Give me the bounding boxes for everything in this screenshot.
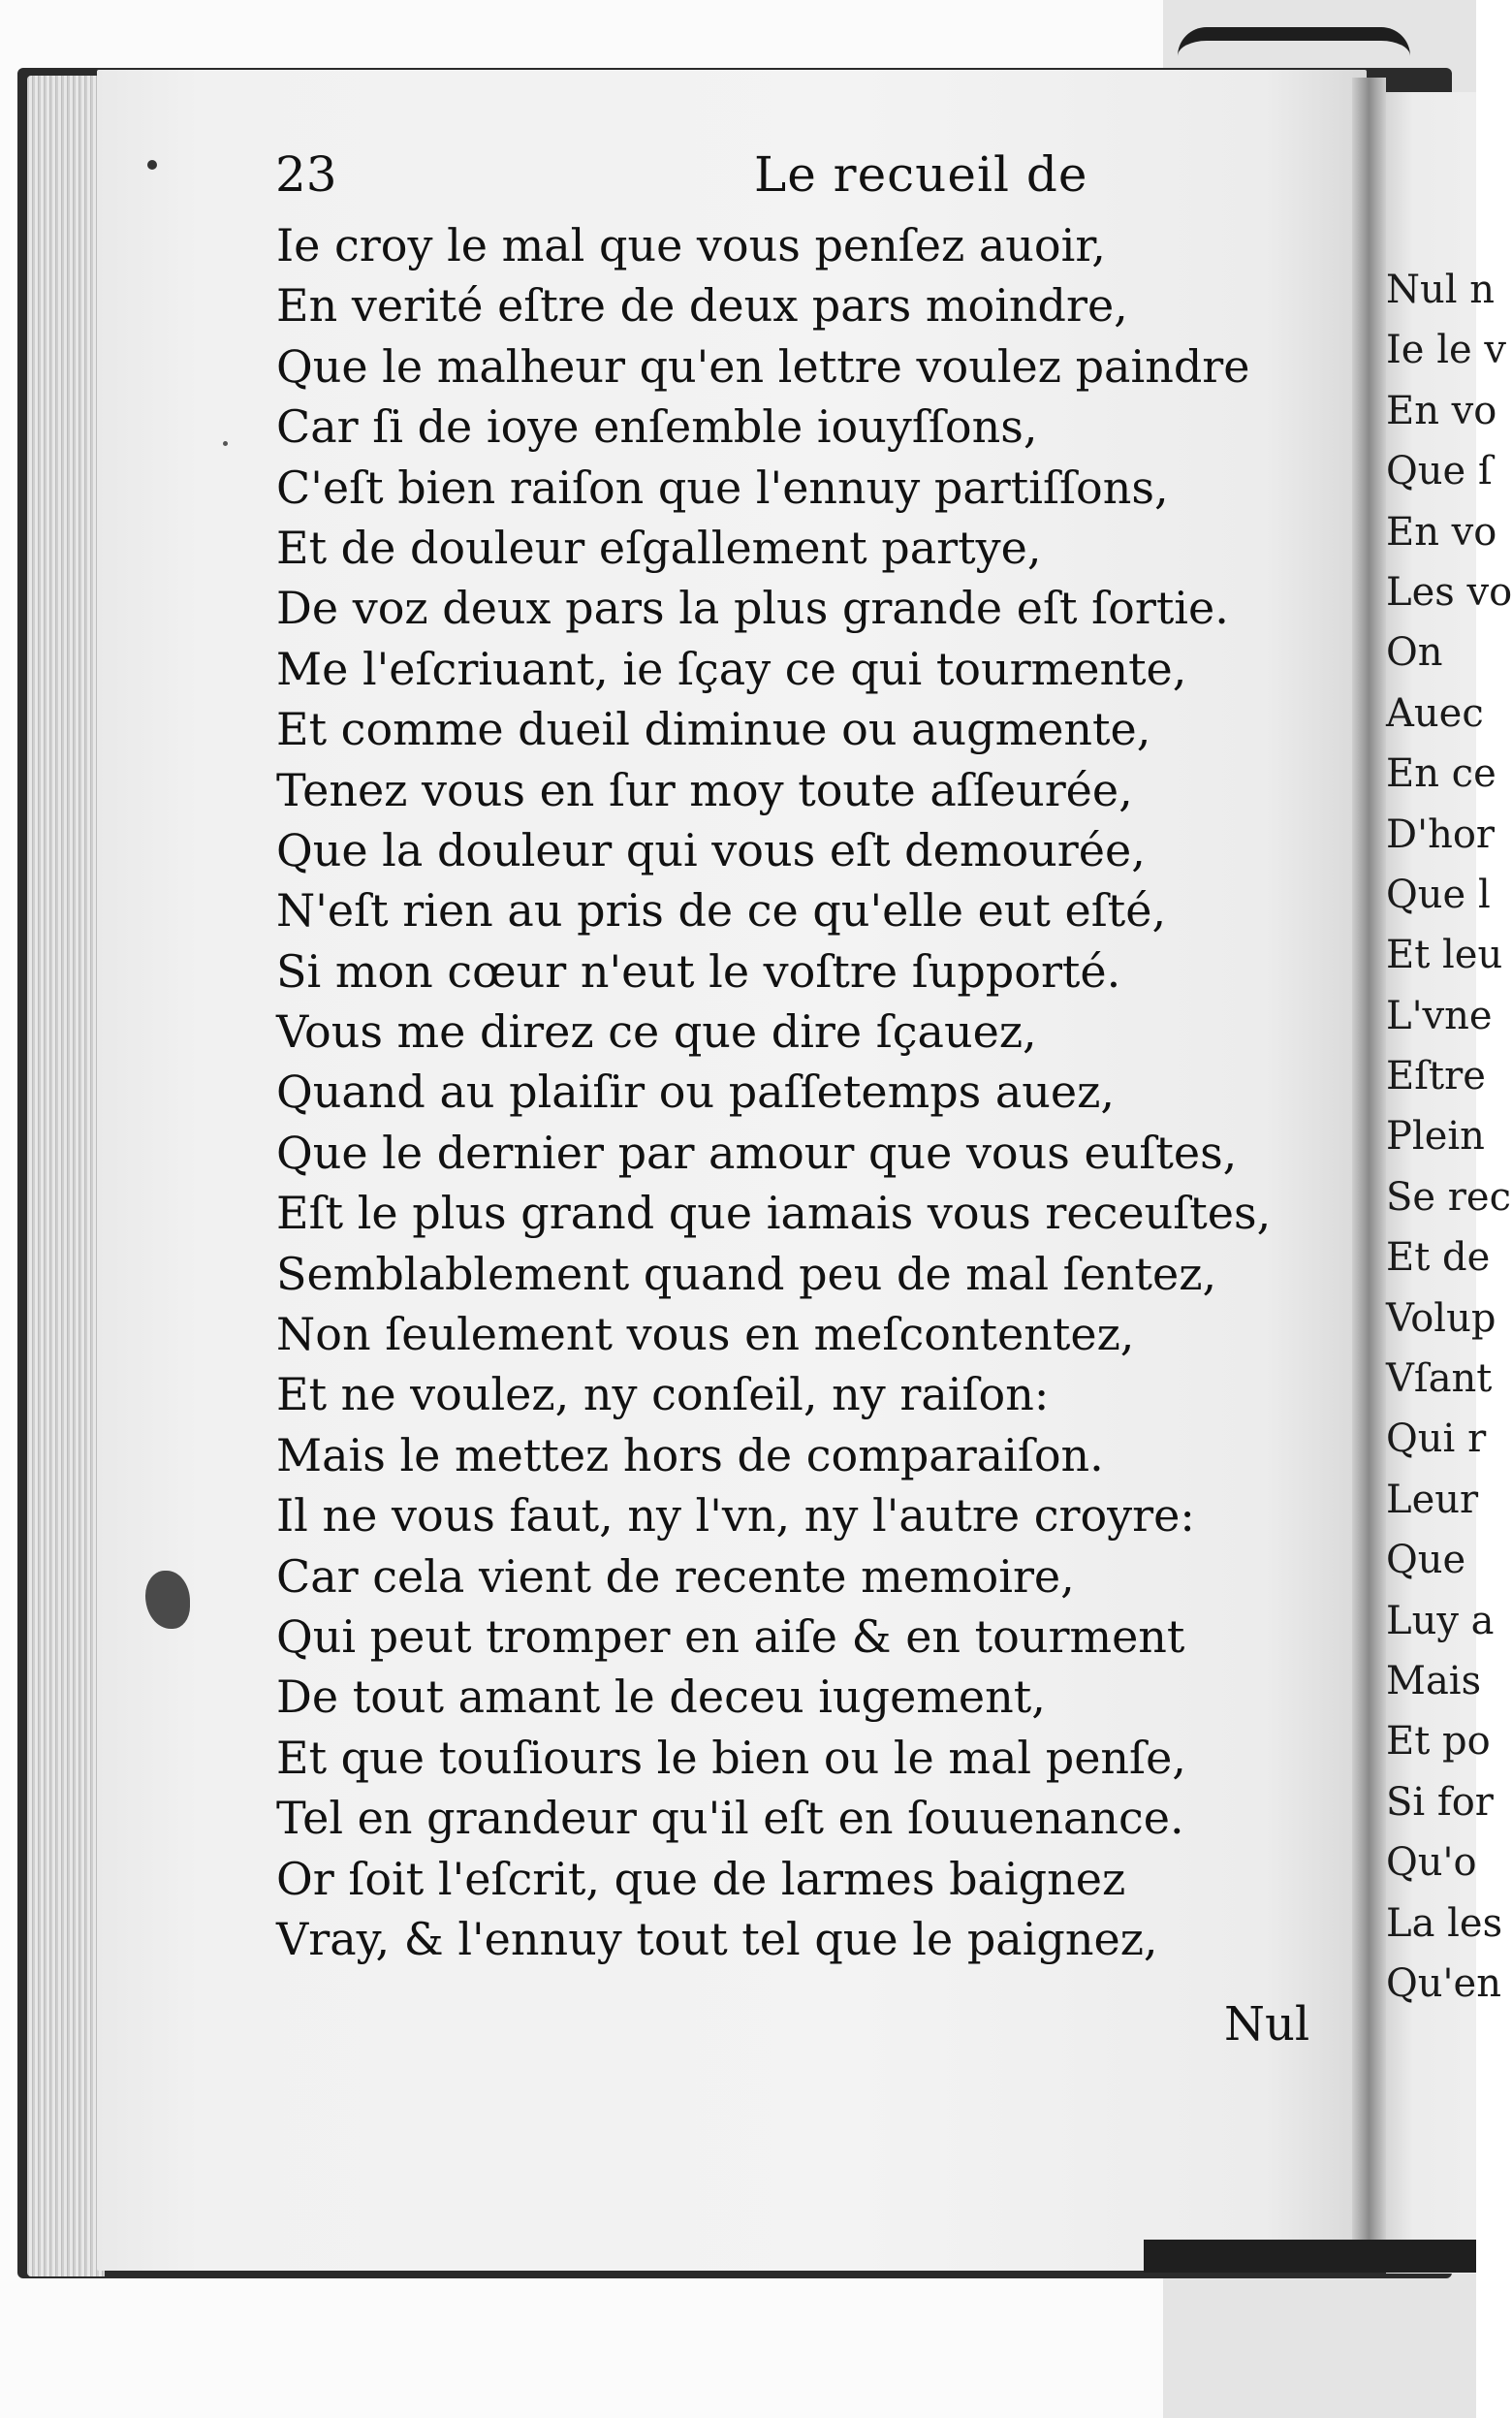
verse-line: Eſt le plus grand que iamais vous receuſtes, bbox=[276, 1187, 1272, 1240]
verse-line: Si mon cœur n'eut le voſtre ſupporté. bbox=[276, 944, 1121, 998]
facing-page-line: Qu'o bbox=[1386, 1840, 1477, 1886]
facing-page-line: Et po bbox=[1386, 1719, 1491, 1765]
verse-line: Quand au plaiſir ou paſſetemps auez, bbox=[276, 1066, 1115, 1119]
verse-line: De tout amant le deceu iugement, bbox=[276, 1670, 1046, 1724]
verse-line: Vous me direz ce que dire ſçauez, bbox=[276, 1005, 1037, 1059]
facing-page-line: En vo bbox=[1386, 388, 1497, 433]
facing-page-line: Luy a bbox=[1386, 1598, 1495, 1643]
facing-page-line: Ie le v bbox=[1386, 328, 1506, 373]
facing-page-line: En vo bbox=[1386, 509, 1497, 555]
verse-line: Que le malheur qu'en lettre voulez paindre bbox=[276, 339, 1250, 393]
facing-page-line: La les bbox=[1386, 1900, 1503, 1946]
facing-page-line: Que l bbox=[1386, 872, 1491, 917]
page-edges bbox=[27, 76, 105, 2276]
page-number: 23 bbox=[275, 146, 337, 203]
facing-page-line: Leur bbox=[1386, 1477, 1479, 1522]
verse-line: Car ſi de ioye enſemble iouyſſons, bbox=[276, 400, 1038, 454]
facing-page-line: Que bbox=[1386, 1538, 1466, 1583]
verse-line: Or ſoit l'eſcrit, que de larmes baignez bbox=[276, 1852, 1126, 1905]
facing-page-line: Que ſ bbox=[1386, 449, 1493, 494]
verse-line: Vray, & l'ennuy tout tel que le paignez, bbox=[276, 1912, 1158, 1965]
facing-page-line: Se rec bbox=[1386, 1174, 1511, 1220]
facing-page-line: Si for bbox=[1386, 1779, 1494, 1825]
facing-page-line: On bbox=[1386, 630, 1443, 676]
verse-line: Ie croy le mal que vous penſez auoir, bbox=[276, 219, 1106, 271]
ink-dot bbox=[147, 160, 157, 170]
ink-dot bbox=[223, 441, 228, 446]
facing-page-line: Auec bbox=[1386, 690, 1484, 736]
facing-page-line: Et de bbox=[1386, 1235, 1491, 1281]
facing-page-line: L'vne bbox=[1386, 993, 1493, 1038]
facing-page-line: En ce bbox=[1386, 751, 1496, 797]
facing-page-line: Plein bbox=[1386, 1114, 1485, 1160]
verse-line: Que le dernier par amour que vous euſtes, bbox=[276, 1126, 1238, 1179]
verse-line: Et ne voulez, ny conſeil, ny raiſon: bbox=[276, 1368, 1050, 1421]
verse-line: Tel en grandeur qu'il eſt en ſouuenance. bbox=[276, 1792, 1184, 1845]
facing-page-line: Eſtre bbox=[1386, 1054, 1486, 1099]
facing-page-text bbox=[1384, 260, 1512, 2014]
verse-line: Qui peut tromper en aiſe & en tourment bbox=[276, 1609, 1185, 1663]
bookmark-ribbon-bottom bbox=[1144, 2240, 1476, 2273]
facing-page-line: Mais bbox=[1386, 1658, 1482, 1703]
facing-page-line: Volup bbox=[1386, 1295, 1496, 1341]
facing-page-line: Qui r bbox=[1386, 1416, 1487, 1462]
verse-text bbox=[276, 215, 1352, 1969]
facing-page-line: Vſant bbox=[1386, 1356, 1493, 1402]
verse-line: Que la douleur qui vous eſt demourée, bbox=[276, 823, 1146, 876]
verse-line: En verité eſtre de deux pars moindre, bbox=[276, 279, 1128, 333]
verse-line: Me l'eſcriuant, ie ſçay ce qui tourmente, bbox=[276, 642, 1187, 695]
catchword: Nul bbox=[1224, 1997, 1310, 2052]
facing-page-line: D'hor bbox=[1386, 811, 1496, 857]
facing-page-line: Nul n bbox=[1386, 268, 1496, 312]
verse-line: Et de douleur eſgallement partye, bbox=[276, 521, 1042, 574]
verse-line: Tenez vous en ſur moy toute aſſeurée, bbox=[276, 763, 1133, 816]
running-title: Le recueil de bbox=[754, 146, 1088, 203]
verse-line: Non ſeulement vous en meſcontentez, bbox=[276, 1308, 1135, 1361]
verse-line: Car cela vient de recente memoire, bbox=[276, 1549, 1075, 1603]
verse-line: N'eſt rien au pris de ce qu'elle eut eſté, bbox=[276, 884, 1167, 938]
book-gutter bbox=[1352, 78, 1386, 2269]
verse-line: De voz deux pars la plus grande eſt ſortie. bbox=[276, 582, 1229, 635]
verse-line: C'eſt bien raiſon que l'ennuy partiſſons, bbox=[276, 461, 1169, 514]
verse-line: Semblablement quand peu de mal ſentez, bbox=[276, 1247, 1217, 1300]
verse-line: Et comme dueil diminue ou augmente, bbox=[276, 703, 1151, 756]
facing-page-line: Qu'en bbox=[1386, 1960, 1501, 2006]
verse-line: Et que touſiours le bien ou le mal penſe, bbox=[276, 1731, 1186, 1784]
verse-line: Mais le mettez hors de comparaiſon. bbox=[276, 1428, 1104, 1481]
verse-line: Il ne vous faut, ny l'vn, ny l'autre croyre: bbox=[276, 1489, 1195, 1543]
facing-page-line: Les vo bbox=[1386, 569, 1512, 615]
facing-page-line: Et leu bbox=[1386, 933, 1503, 978]
